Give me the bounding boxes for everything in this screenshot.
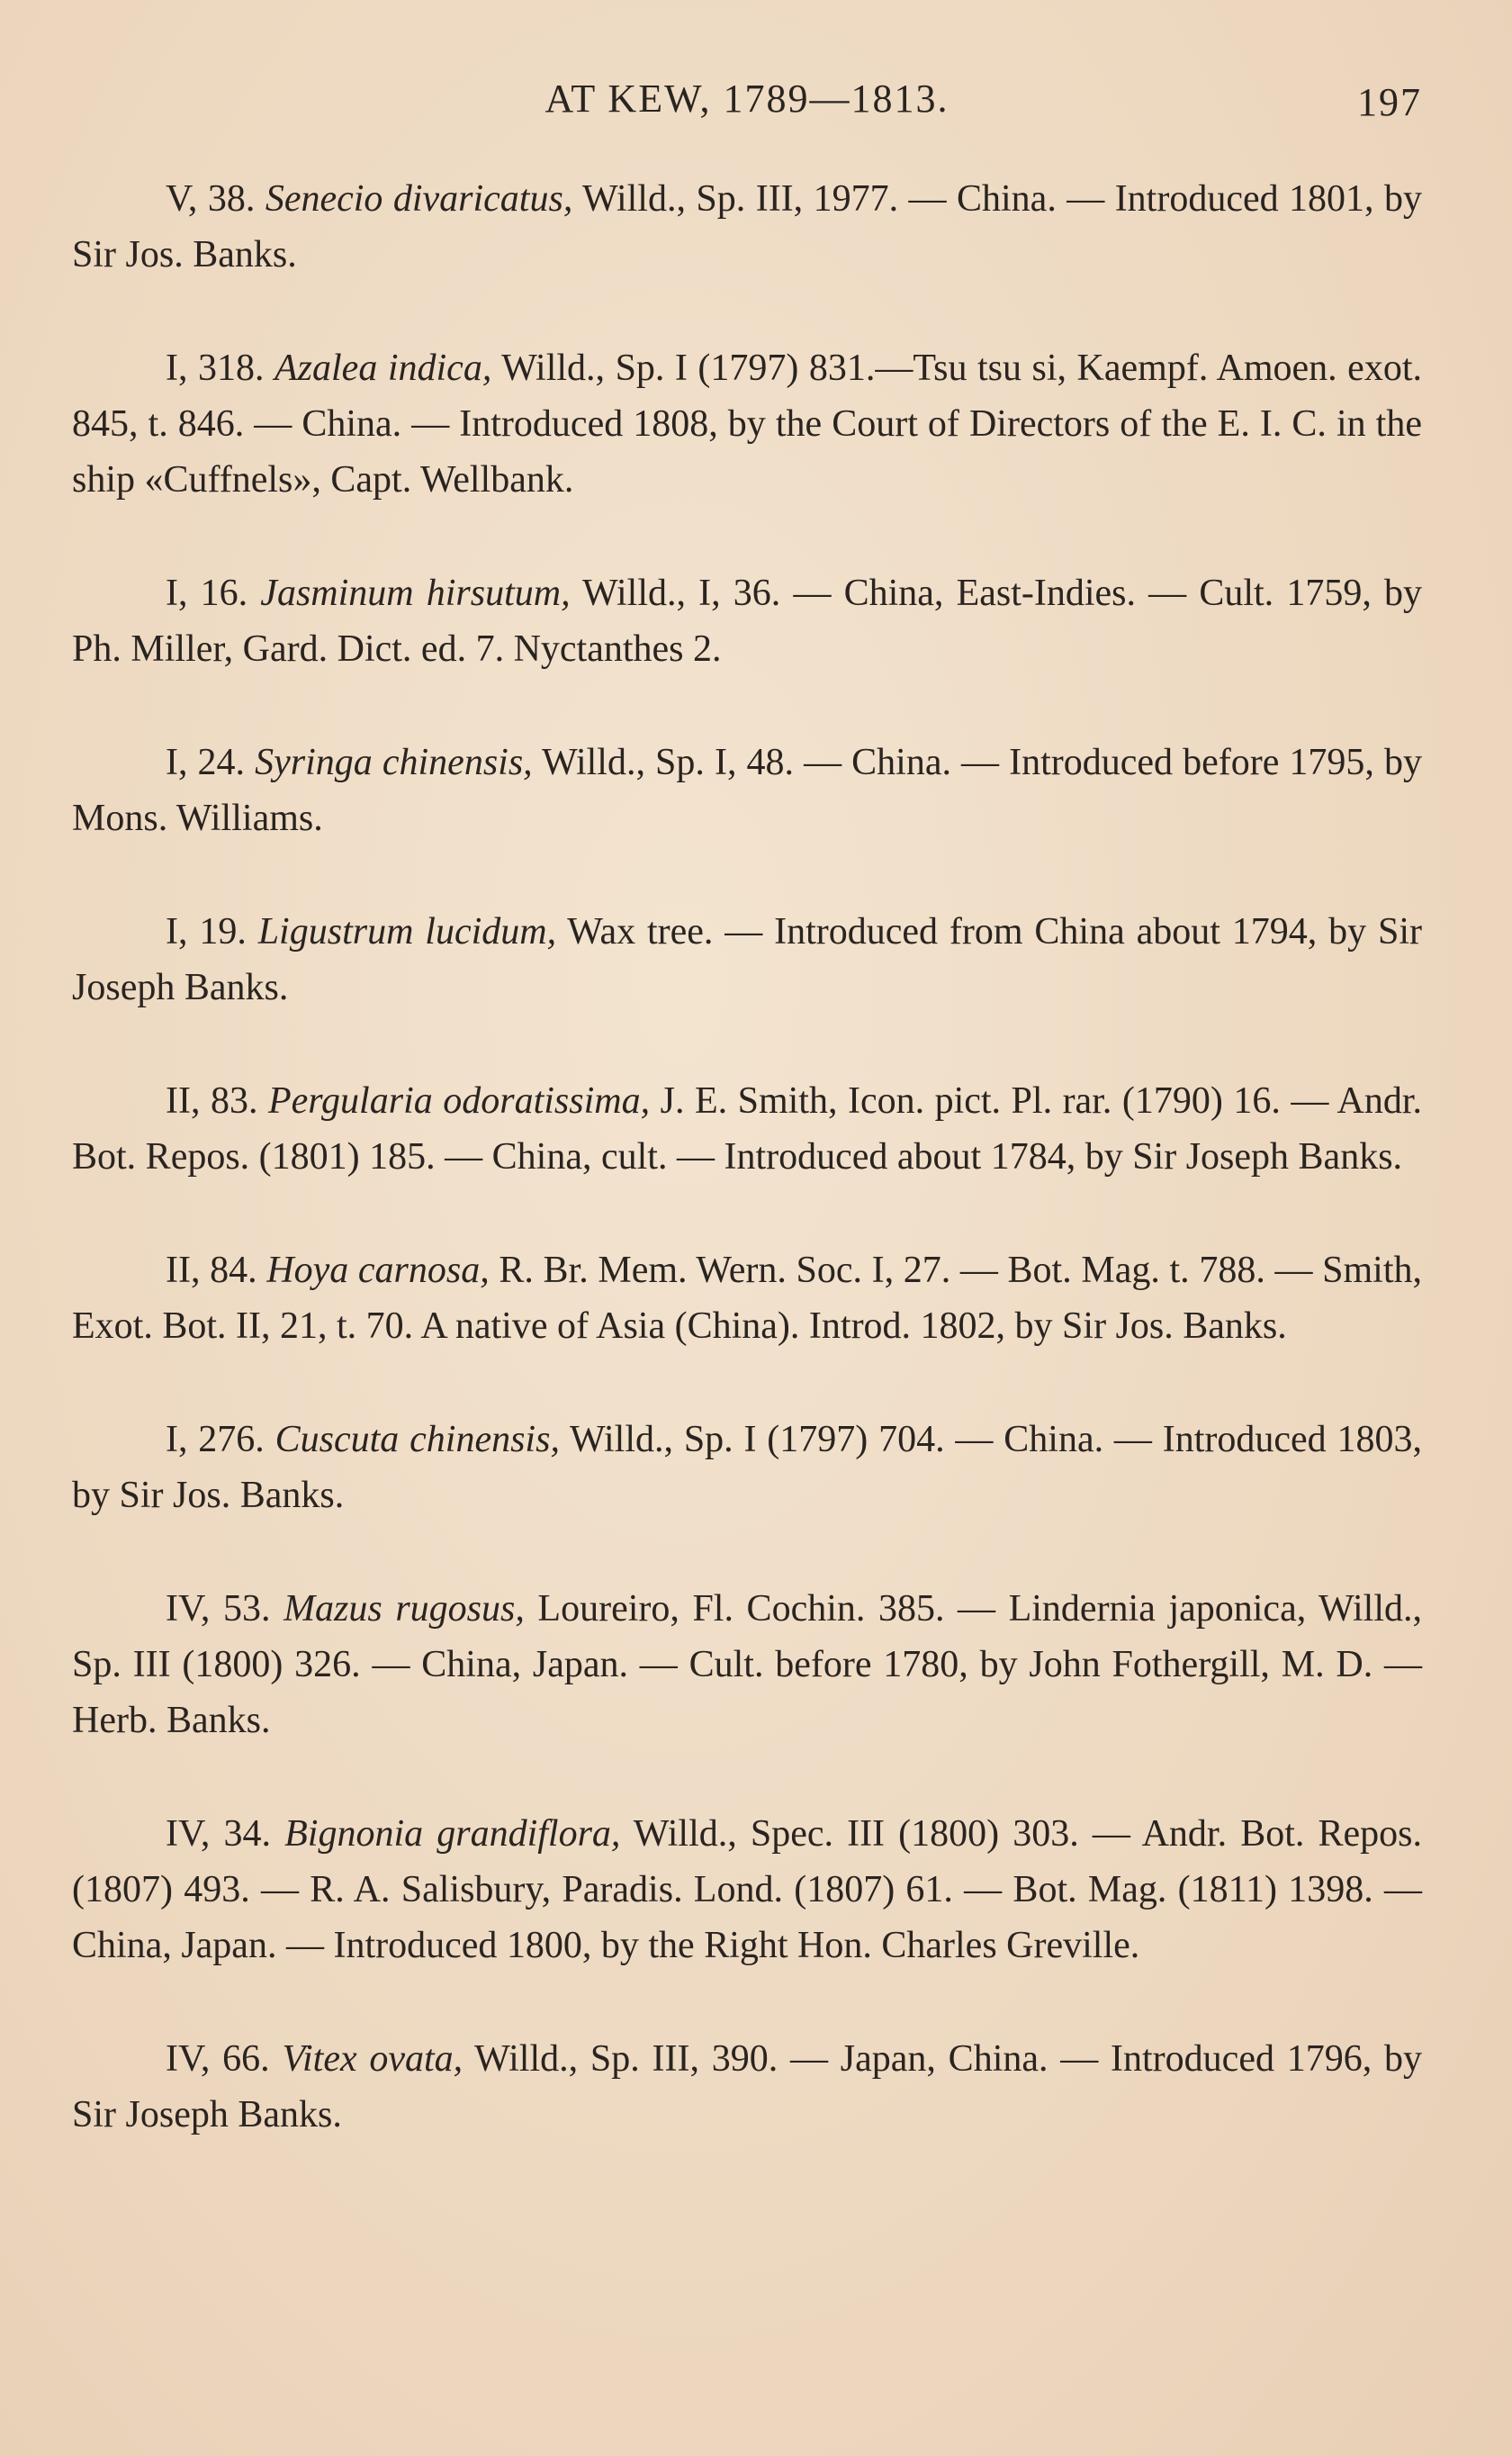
- entry-text: Willd., I, 36. — China, East-Indies. — Cult. 1759, by Ph. Miller, Gard. Dict. ed. 7. Nyctanthes 2.: [72, 573, 1422, 670]
- species-name: Hoya carnosa,: [266, 1250, 490, 1291]
- entry-ref: IV, 66.: [166, 2038, 270, 2080]
- entry-text: Willd., Sp. I, 48. — China. — Introduced before 1795, by Mons. Williams.: [72, 742, 1423, 839]
- entry-hoya: [72, 1242, 1422, 1354]
- entry-ref: I, 19.: [166, 911, 247, 953]
- page-number: 197: [1357, 80, 1422, 124]
- entry-mazus: [72, 1581, 1422, 1748]
- species-name: Jasminum hirsutum,: [260, 573, 571, 614]
- entry-bignonia: [72, 1806, 1422, 1973]
- species-name: Pergularia odoratissima,: [267, 1080, 651, 1122]
- species-name: Senecio divaricatus,: [265, 178, 573, 220]
- entry-text: Willd., Spec. III (1800) 303. — Andr. Bot. Repos. (1807) 493. — R. A. Salisbury, Paradis. Lond. (1807) 61. — Bot. Mag. (1811) 1398. — China, Japan. — Introduced 1800, by the Right Hon. Charles Greville.: [72, 1813, 1422, 1966]
- entry-jasminum: [72, 565, 1422, 677]
- species-name: Cuscuta chinensis,: [274, 1419, 560, 1460]
- entry-text: Willd., Sp. III, 1977. — China. — Introduced 1801, by Sir Jos. Banks.: [72, 178, 1423, 275]
- species-name: Vitex ovata,: [282, 2038, 464, 2080]
- entry-vitex: [72, 2031, 1422, 2143]
- entry-text: R. Br. Mem. Wern. Soc. I, 27. — Bot. Mag. t. 788. — Smith, Exot. Bot. II, 21, t. 70. A native of Asia (China). Introd. 1802, by Sir Jos. Banks.: [72, 1250, 1422, 1347]
- entry-text: Wax tree. — Introduced from China about 1794, by Sir Joseph Banks.: [72, 911, 1422, 1008]
- entry-text: Willd., Sp. I (1797) 704. — China. — Introduced 1803, by Sir Jos. Banks.: [72, 1419, 1422, 1516]
- entry-ref: I, 318.: [166, 348, 265, 389]
- entry-text: Willd., Sp. III, 390. — Japan, China. — Introduced 1796, by Sir Joseph Banks.: [72, 2038, 1422, 2135]
- species-name: Azalea indica,: [274, 348, 492, 389]
- species-name: Bignonia grandiflora,: [284, 1813, 621, 1855]
- book-page: [72, 0, 1422, 2456]
- page-header: [72, 76, 1422, 130]
- entry-ref: V, 38.: [166, 178, 256, 220]
- entry-azalea: [72, 340, 1422, 508]
- entry-cuscuta: [72, 1412, 1422, 1523]
- entry-text: J. E. Smith, Icon. pict. Pl. rar. (1790) 16. — Andr. Bot. Repos. (1801) 185. — China, cult. — Introduced about 1784, by Sir Joseph Banks.: [72, 1080, 1423, 1178]
- entry-syringa: [72, 735, 1422, 846]
- entry-text: Loureiro, Fl. Cochin. 385. — Lindernia japonica, Willd., Sp. III (1800) 326. — China, Japan. — Cult. before 1780, by John Fothergill, M. D. — Herb. Banks.: [72, 1588, 1422, 1741]
- entry-ref: I, 16.: [166, 573, 248, 614]
- entry-ref: IV, 34.: [166, 1813, 272, 1855]
- entry-ref: IV, 53.: [166, 1588, 271, 1630]
- species-name: Syringa chinensis,: [255, 742, 533, 783]
- entry-senecio: [72, 171, 1422, 283]
- running-head: AT KEW, 1789—1813.: [544, 77, 950, 121]
- entry-list: [72, 171, 1422, 2200]
- entry-text: Willd., Sp. I (1797) 831.—Tsu tsu si, Kaempf. Amoen. exot. 845, t. 846. — China. — Introduced 1808, by the Court of Directors of the E. I. C. in the ship «Cuffnels», Capt. Wellbank.: [72, 348, 1422, 501]
- entry-pergularia: [72, 1073, 1422, 1185]
- entry-ref: II, 84.: [166, 1250, 257, 1291]
- entry-ref: II, 83.: [166, 1080, 258, 1122]
- species-name: Ligustrum lucidum,: [257, 911, 557, 953]
- entry-ref: I, 24.: [166, 742, 246, 783]
- entry-ref: I, 276.: [166, 1419, 265, 1460]
- entry-ligustrum: [72, 904, 1422, 1016]
- species-name: Mazus rugosus,: [284, 1588, 525, 1630]
